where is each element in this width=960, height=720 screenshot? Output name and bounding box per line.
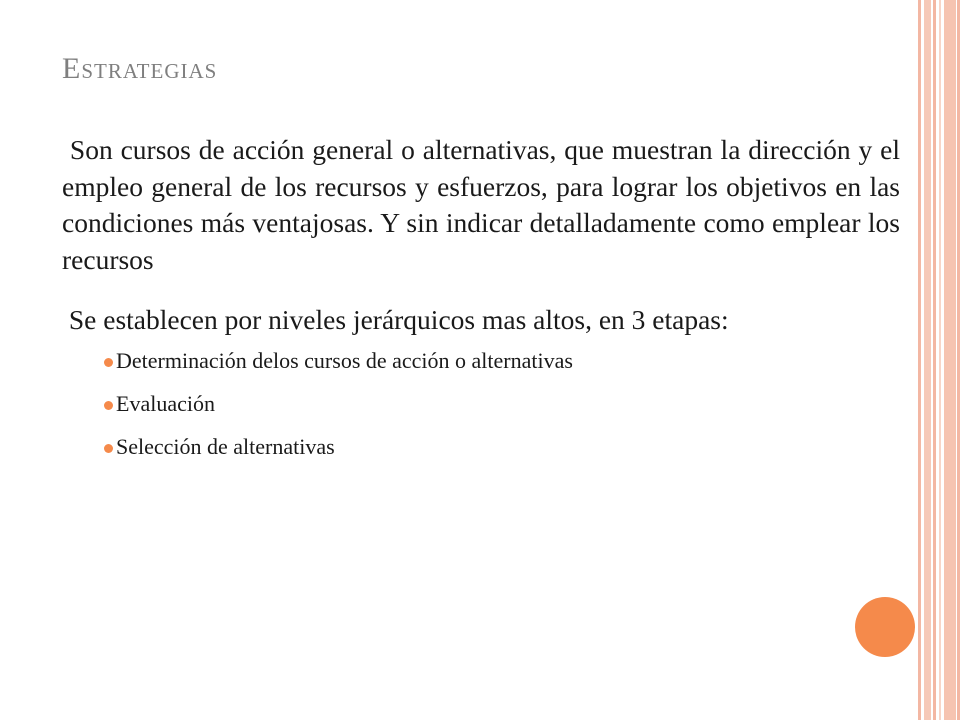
list-item-text: Selección de alternativas [116,434,335,459]
list-item-text: Determinación delos cursos de acción o alternativas [116,348,573,373]
border-stripe [933,0,936,720]
list-item [104,434,900,460]
border-stripe [939,0,941,720]
border-stripe [918,0,921,720]
border-stripe [944,0,956,720]
bullet-dot-icon [104,444,113,453]
definition-paragraph [62,132,900,278]
stages-list [62,348,900,460]
decorative-circle [855,597,915,657]
border-stripe [924,0,931,720]
slide-title: Estrategias [62,52,218,85]
slide-body [62,132,900,477]
list-item-text: Evaluación [116,391,215,416]
definition-text: Son cursos de acción general o alternativas, que muestran la dirección y el empleo general de los recursos y esfuerzos, para lograr los objetivos en las condiciones más ventajosas. Y sin indicar detalladamente como emplear los recursos [62,134,900,275]
stages-intro-text: Se establecen por niveles jerárquicos mas altos, en 3 etapas: [68,304,729,335]
list-item [104,348,900,374]
bullet-dot-icon [104,401,113,410]
bullet-dot-icon [104,358,113,367]
stages-intro-paragraph [62,302,900,338]
list-item [104,391,900,417]
